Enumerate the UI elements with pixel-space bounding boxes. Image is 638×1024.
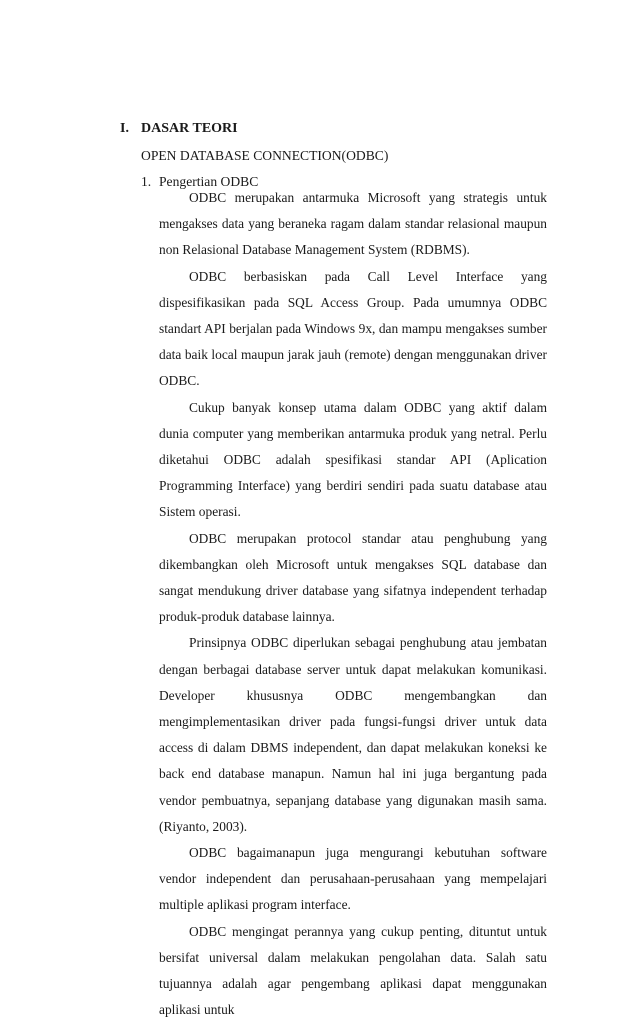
paragraph: ODBC merupakan antarmuka Microsoft yang strategis untuk mengakses data yang beraneka ragam dalam standar relasional maupun non Relasional Database Management System (RDBMS). [159, 190, 547, 258]
section-number: I. [120, 121, 129, 136]
paragraph: ODBC bagaimanapun juga mengurangi kebutuhan software vendor independent dan perusahaan-perusahaan yang mempelajari multiple aplikasi program interface. [159, 845, 547, 913]
paragraph: ODBC mengingat perannya yang cukup penting, dituntut untuk bersifat universal dalam melakukan pengolahan data. Salah satu tujuannya adalah agar pengembang aplikasi dapat menggunakan aplikasi untuk [159, 923, 547, 1018]
paragraph: ODBC berbasiskan pada Call Level Interface yang dispesifikasikan pada SQL Access Group. Pada umumnya ODBC standart API berjalan pada Windows 9x, dan mampu mengakses sumber data baik local maupun jarak jauh (remote) dengan menggunakan driver ODBC. [159, 268, 547, 389]
subsection-number: 1. [141, 174, 152, 189]
paragraph: ODBC merupakan protocol standar atau penghubung yang dikembangkan oleh Microsoft untuk mengakses SQL database dan sangat mendukung driver database yang sifatnya independent terhadap produk-produk database lainnya. [159, 530, 547, 625]
body-text [159, 185, 547, 1024]
section-title: DASAR TEORI [141, 121, 238, 136]
paragraph: Prinsipnya ODBC diperlukan sebagai penghubung atau jembatan dengan berbagai database server untuk dapat melakukan komunikasi. Developer khususnya ODBC mengembangkan dan mengimplementasikan driver pada fungsi-fungsi driver untuk data access di dalam DBMS independent, dan dapat melakukan koneksi ke back end database manapun. Namun hal ini juga bergantung pada vendor pembuatnya, sepanjang database yang digunakan masih sama. (Riyanto, 2003). [159, 635, 547, 834]
section-heading [120, 118, 238, 140]
paragraph: Cukup banyak konsep utama dalam ODBC yang aktif dalam dunia computer yang memberikan antarmuka produk yang netral. Perlu diketahui ODBC adalah spesifikasi standar API (Aplication Programming Interface) yang berdiri sendiri pada suatu database atau Sistem operasi. [159, 399, 547, 520]
section-subtitle: OPEN DATABASE CONNECTION(ODBC) [141, 148, 389, 163]
subsection-title: Pengertian ODBC [159, 174, 259, 189]
